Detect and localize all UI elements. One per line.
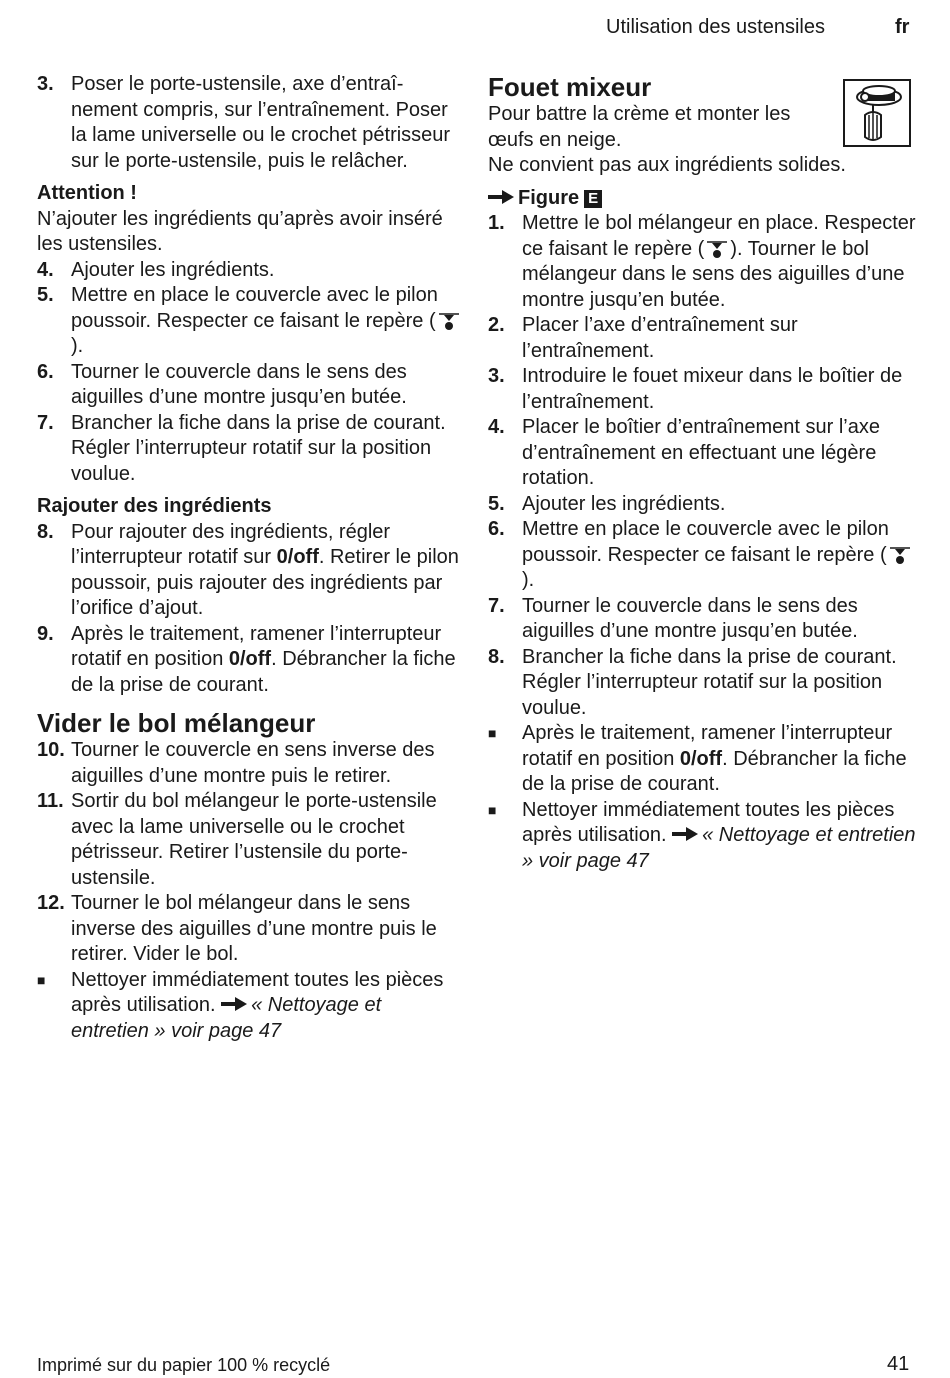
list-item: [488, 798, 918, 875]
step-number: 5.: [37, 284, 54, 306]
step-text: Tourner le couvercle dans le sens des aiguilles d’une montre jusqu’en butée.: [71, 360, 407, 408]
step-text-part: . Débrancher la fiche de la prise de courant.: [522, 747, 907, 795]
page-number: 41: [887, 1353, 910, 1375]
step-text: [71, 968, 462, 1045]
fouet-heading: Fouet mixeur: [488, 72, 652, 102]
switch-position: 0/off: [679, 747, 723, 770]
alignment-mark-icon: [705, 239, 729, 259]
arrow-right-icon: [488, 189, 514, 205]
step-number: 4.: [37, 258, 54, 281]
step-text: Poser le porte-ustensile, axe d’entraînement compris, sur l’entraînement. Poser la lame universelle ou le crochet pétrisseur sur le porte-ustensile, puis le relâcher.: [71, 73, 451, 172]
step-text-part: Après le traitement, ramener l’interrupteur rotatif en position: [522, 722, 893, 770]
step-number: 4.: [488, 416, 505, 438]
step-text-part: . Débrancher la fiche de la prise de courant.: [71, 648, 456, 696]
step-text-part: Mettre en place le couvercle avec le pilon poussoir. Respecter ce faisant le repère (: [522, 518, 889, 566]
language-code: fr: [895, 16, 910, 38]
figure-label: Figure: [518, 186, 580, 209]
list-item: [488, 645, 918, 722]
step-number: 5.: [488, 492, 505, 515]
step-number: 7.: [488, 594, 505, 617]
step-number: 8.: [37, 520, 54, 543]
step-text: Tourner le couvercle en sens inverse des aiguilles d’une montre puis le retirer.: [71, 739, 435, 787]
list-item: [488, 364, 918, 415]
list-item: [37, 968, 462, 1045]
list-item: [37, 520, 462, 622]
switch-position: 0/off: [276, 546, 319, 568]
step-text: Introduire le fouet mixeur dans le boîtier de l’entraînement.: [522, 365, 903, 413]
arrow-right-icon: [672, 826, 698, 842]
step-number: 8.: [488, 645, 505, 668]
step-text-part: Nettoyer immédiatement toutes les pièces après utilisation.: [522, 798, 895, 846]
rajouter-heading: Rajouter des ingrédients: [37, 495, 272, 517]
step-text: [522, 211, 918, 313]
list-item: [37, 360, 462, 411]
step-text: [71, 622, 462, 699]
step-number: 6.: [37, 360, 54, 383]
square-bullet-icon: ■: [488, 725, 497, 741]
step-text: Placer l’axe d’entraînement sur l’entraînement.: [522, 314, 798, 362]
step-text-part: Mettre le bol mélangeur en place. Respecter ce faisant le repère (: [522, 212, 916, 260]
switch-position: 0/off: [228, 648, 272, 670]
vider-heading: Vider le bol mélangeur: [37, 708, 316, 738]
step-text-part: ).: [71, 335, 84, 357]
step-number: 3.: [37, 73, 54, 95]
step-number: 3.: [488, 365, 505, 387]
list-item: [37, 622, 462, 699]
list-item: [488, 721, 918, 798]
list-item: [488, 313, 918, 364]
list-item: [488, 594, 918, 645]
list-item: [488, 492, 918, 518]
step-text: Sortir du bol mélangeur le porte-ustensile avec la lame universelle ou le crochet pétrisseur. Retirer l’ustensile du porte-ustensile.: [71, 790, 437, 889]
step-text: Placer le boîtier d’entraînement sur l’axe d’entraînement en effectuant une légère rotation.: [522, 416, 880, 489]
attention-text: N’ajouter les ingrédients qu’après avoir inséré les ustensiles.: [37, 207, 443, 255]
step-text: [522, 721, 918, 798]
step-text: Brancher la fiche dans la prise de courant. Régler l’interrupteur rotatif sur la position voulue.: [71, 411, 446, 485]
cross-reference-link[interactable]: « Nettoyage et entretien » voir page 47: [522, 824, 916, 872]
step-number: 7.: [37, 411, 54, 434]
intro-text: Pour battre la crème et monter les œufs en neige.: [488, 103, 791, 151]
step-text-part: . Retirer le pilon poussoir, puis rajouter des ingrédients par l’orifice d’ajout.: [71, 546, 459, 619]
alignment-mark-icon: [888, 545, 912, 565]
list-item: [37, 411, 462, 488]
square-bullet-icon: ■: [488, 801, 497, 818]
list-item: [488, 517, 918, 594]
step-text: [71, 520, 462, 622]
arrow-right-icon: [221, 996, 247, 1012]
attention-heading: Attention !: [37, 182, 137, 204]
list-item: [37, 258, 462, 284]
step-text: Ajouter les ingrédients.: [71, 258, 275, 281]
list-item: [37, 738, 462, 789]
step-text-part: Après le traitement, ramener l’interrupteur rotatif en position: [71, 622, 442, 670]
list-item: [488, 415, 918, 492]
step-number: 9.: [37, 622, 54, 645]
step-text-part: ). Tourner le bol mélangeur dans le sens des aiguilles d’une montre jusqu’en butée.: [522, 237, 905, 311]
step-text: [71, 283, 462, 360]
step-text: [522, 798, 918, 875]
left-column: [37, 72, 462, 1044]
step-text-part: Mettre en place le couvercle avec le pilon poussoir. Respecter ce faisant le repère (: [71, 284, 438, 332]
step-text: Tourner le bol mélangeur dans le sens inverse des aiguilles d’une montre puis le retirer. Vider le bol.: [71, 892, 437, 965]
list-item: [488, 211, 918, 313]
list-item: [37, 891, 462, 968]
list-item: [37, 72, 462, 174]
step-text-part: ).: [522, 569, 535, 591]
alignment-mark-icon: [437, 311, 461, 331]
list-item: [37, 283, 462, 360]
step-text-part: Pour rajouter des ingrédients, régler l’interrupteur rotatif sur: [71, 520, 391, 568]
step-text: Ajouter les ingrédients.: [522, 492, 726, 515]
step-text-part: Nettoyer immédiatement toutes les pièces après utilisation.: [71, 968, 444, 1016]
step-number: 12.: [37, 892, 65, 914]
right-column: [488, 72, 918, 874]
step-number: 11.: [37, 790, 64, 812]
square-bullet-icon: ■: [37, 971, 46, 988]
figure-letter: E: [584, 190, 602, 208]
step-text: [522, 517, 918, 594]
step-number: 1.: [488, 212, 505, 234]
step-number: 6.: [488, 518, 505, 540]
figure-reference: [488, 186, 918, 212]
step-number: 10.: [37, 739, 65, 761]
step-text: Tourner le couvercle dans le sens des aiguilles d’une montre jusqu’en butée.: [522, 594, 858, 642]
list-item: [37, 789, 462, 891]
intro-text: Ne convient pas aux ingrédients solides.: [488, 154, 846, 176]
section-title: Utilisation des ustensiles: [606, 16, 825, 38]
footer-note: Imprimé sur du papier 100 % recyclé: [37, 1355, 331, 1375]
step-text: Brancher la fiche dans la prise de courant. Régler l’interrupteur rotatif sur la position voulue.: [522, 645, 897, 719]
cross-reference-link[interactable]: « Nettoyage et entretien » voir page 47: [71, 994, 382, 1042]
step-number: 2.: [488, 314, 505, 336]
